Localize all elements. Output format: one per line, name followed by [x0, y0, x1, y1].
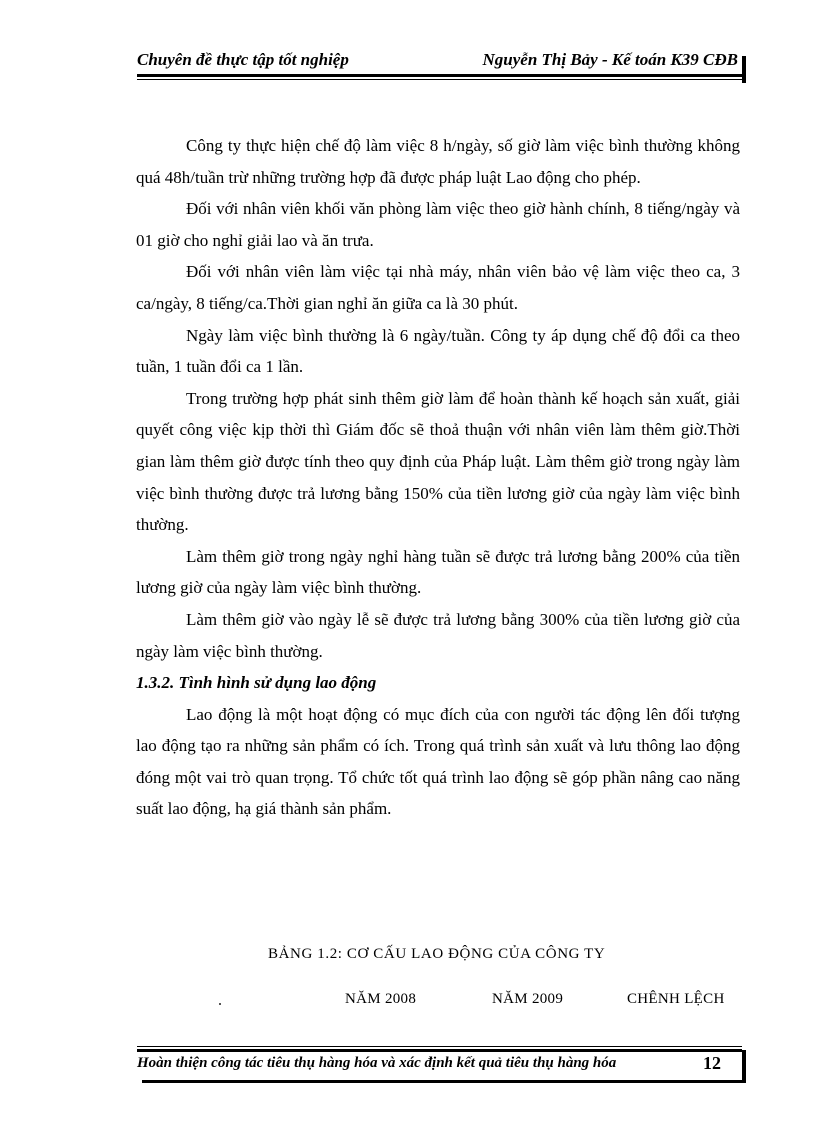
table-column-header: NĂM 2009	[492, 991, 564, 1007]
paragraph: Ngày làm việc bình thường là 6 ngày/tuần. Công ty áp dụng chế độ đổi ca theo tuần, 1 tuần đổi ca 1 lần.	[136, 325, 740, 377]
table-title: BẢNG 1.2: CƠ CẤU LAO ĐỘNG CỦA CÔNG TY	[268, 946, 606, 962]
footer-rule	[137, 1049, 742, 1052]
header-shadow	[742, 56, 746, 83]
footer-rule-thin	[137, 1046, 742, 1047]
header-rule	[137, 74, 742, 77]
section-heading: 1.3.2. Tình hình sử dụng lao động	[136, 673, 377, 693]
paragraph: Làm thêm giờ trong ngày nghỉ hàng tuần sẽ được trả lương bằng 200% của tiền lương giờ của ngày làm việc bình thường.	[136, 546, 740, 598]
paragraph: Đối với nhân viên khối văn phòng làm việc theo giờ hành chính, 8 tiếng/ngày và 01 giờ cho nghỉ giải lao và ăn trưa.	[136, 199, 740, 250]
paragraph: Trong trường hợp phát sinh thêm giờ làm để hoàn thành kế hoạch sản xuất, giải quyết công việc kịp thời thì Giám đốc sẽ thoả thuận với nhân viên làm thêm giờ.Thời gian làm thêm giờ được tính theo quy định của Pháp luật. Làm thêm giờ trong ngày làm việc bình thường được trả lương bằng 150% của tiền lương giờ của ngày làm việc bình thường.	[136, 388, 740, 535]
header-document-title: Chuyên đề thực tập tốt nghiệp	[137, 50, 349, 69]
paragraph: Đối với nhân viên làm việc tại nhà máy, nhân viên bảo vệ làm việc theo ca, 3 ca/ngày, 8 tiếng/ca.Thời gian nghỉ ăn giữa ca là 30 phút.	[136, 262, 740, 313]
header-author: Nguyễn Thị Bảy - Kế toán K39 CĐB	[482, 50, 738, 69]
document-body	[136, 130, 740, 825]
page-header	[137, 48, 742, 72]
table-column-header: NĂM 2008	[345, 991, 417, 1007]
footer-shadow-bottom	[142, 1080, 746, 1083]
header-rule-thin	[137, 79, 742, 80]
page-number: 12	[703, 1053, 721, 1073]
footer-shadow	[742, 1050, 746, 1082]
paragraph: Công ty thực hiện chế độ làm việc 8 h/ngày, số giờ làm việc bình thường không quá 48h/tuần trừ những trường hợp đã được pháp luật Lao động cho phép.	[136, 136, 740, 187]
stray-mark	[219, 1003, 221, 1005]
table-column-header: CHÊNH LỆCH	[627, 991, 725, 1007]
paragraph: Lao động là một hoạt động có mục đích của con người tác động lên đối tượng lao động tạo ra những sản phẩm có ích. Trong quá trình sản xuất và lưu thông lao động đóng một vai trò quan trọng. Tổ chức tốt quá trình lao động sẽ góp phần nâng cao năng suất lao động, hạ giá thành sản phẩm.	[136, 704, 740, 819]
paragraph: Làm thêm giờ vào ngày lễ sẽ được trả lương bằng 300% của tiền lương giờ của ngày làm việc bình thường.	[136, 609, 740, 661]
footer-title: Hoàn thiện công tác tiêu thụ hàng hóa và xác định kết quả tiêu thụ hàng hóa	[137, 1055, 617, 1071]
page-footer	[137, 1055, 737, 1072]
